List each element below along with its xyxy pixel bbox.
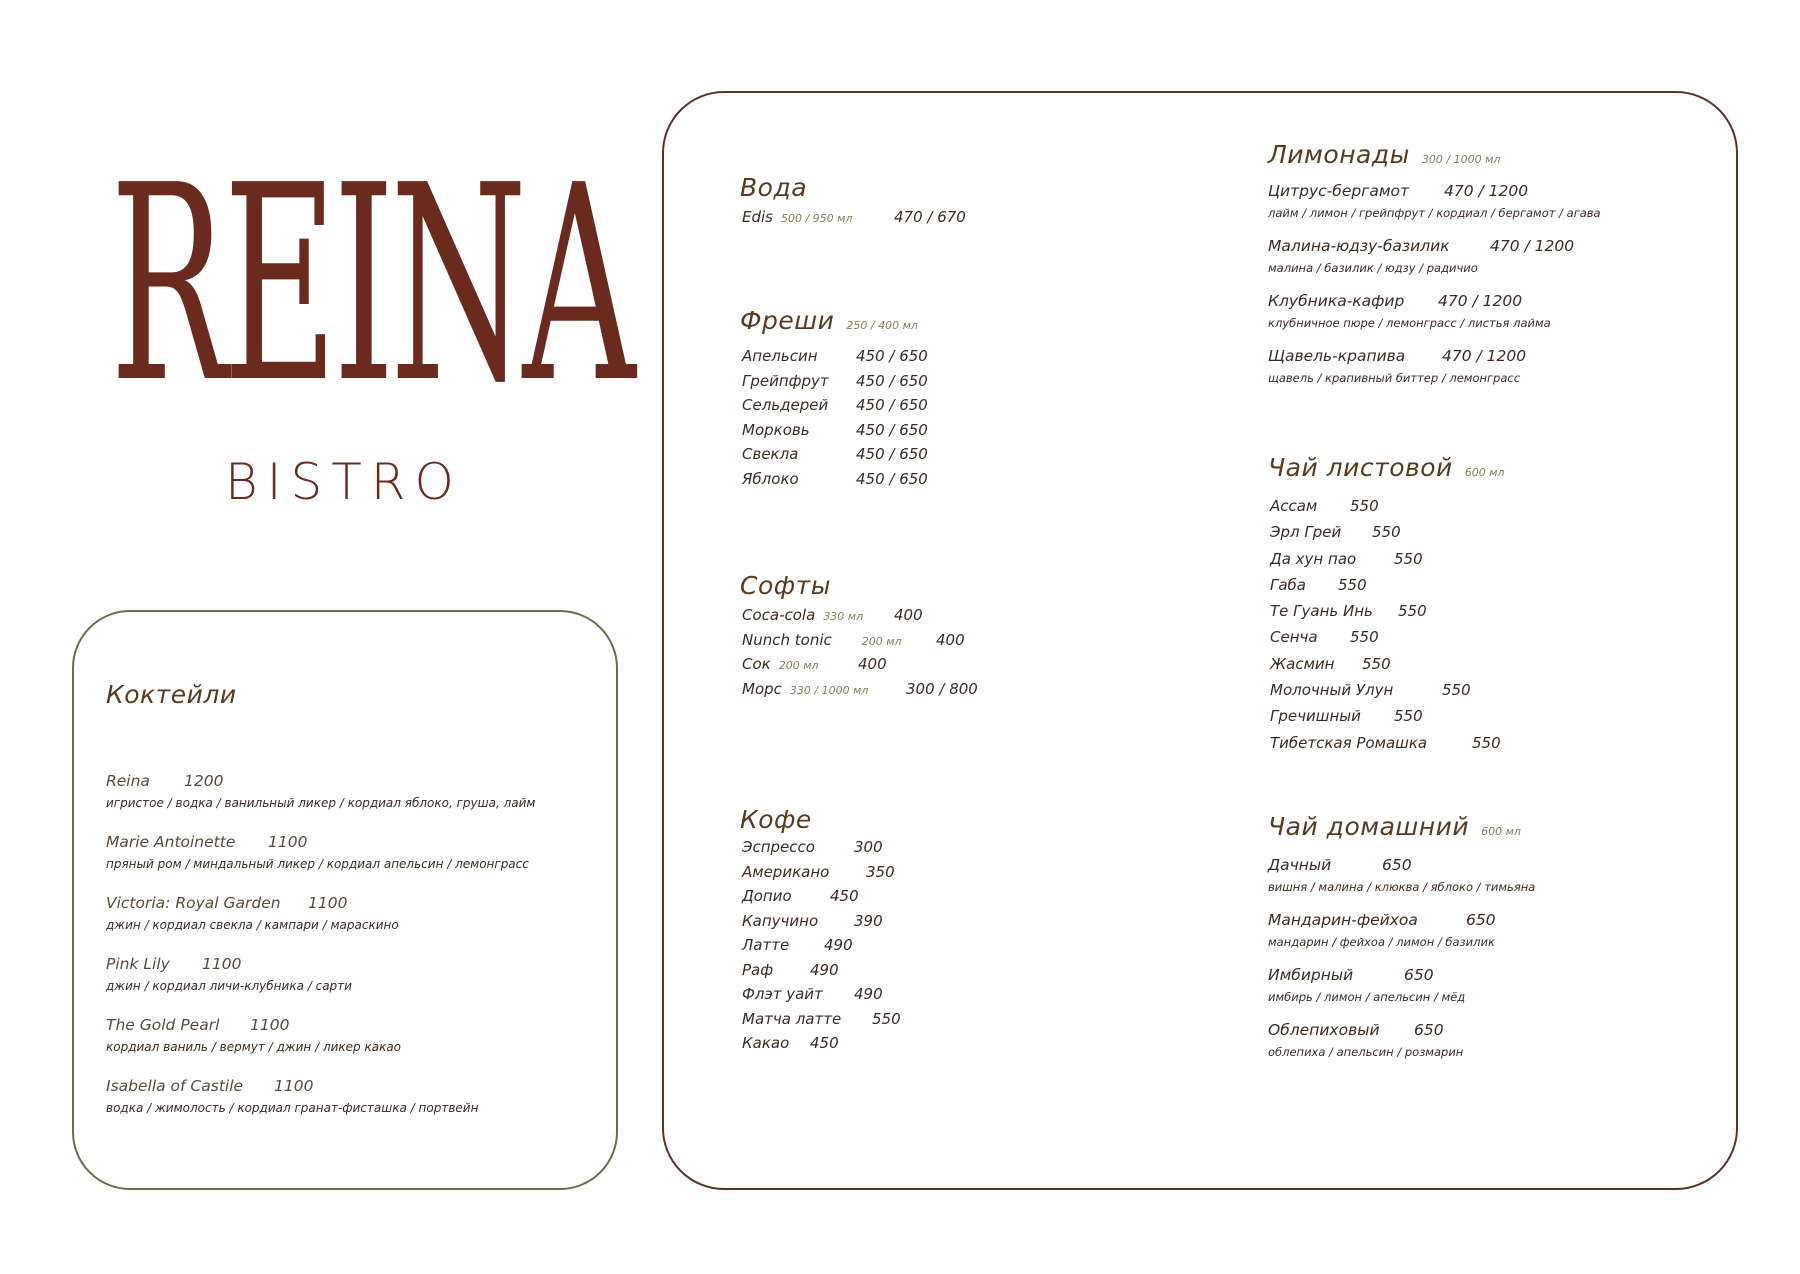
- item-name: Victoria: Royal Garden: [106, 894, 281, 912]
- item-volume: 500 / 950 мл: [780, 212, 853, 225]
- menu-item: [106, 1073, 606, 1134]
- menu-item: [1268, 288, 1708, 343]
- item-volume: 330 / 1000 мл: [789, 683, 869, 697]
- item-description: лайм / лимон / грейпфрут / кордиал / бергамот / агава: [1268, 206, 1601, 220]
- cocktails-panel: [72, 610, 618, 1190]
- menu-row: [1268, 493, 1708, 519]
- item-price: 450 / 650: [856, 469, 928, 488]
- item-price: 390: [854, 911, 883, 930]
- logo: [110, 127, 632, 515]
- item-name: Грейпфрут: [742, 371, 829, 390]
- item-price: 400: [936, 630, 965, 649]
- item-price: 450: [830, 887, 859, 905]
- item-name: Гречишный: [1270, 707, 1361, 726]
- item-name: Reina: [106, 772, 150, 790]
- item-name: Яблоко: [742, 469, 799, 488]
- item-price: 550: [1398, 602, 1427, 621]
- section-volume: 250 / 400 мл: [846, 319, 918, 332]
- item-price: 650: [1414, 1021, 1444, 1039]
- item-price: 1100: [268, 833, 308, 851]
- item-name: Цитрус-бергамот: [1268, 182, 1410, 200]
- menu-row: [740, 982, 1160, 1007]
- item-description: кордиал ваниль / вермут / джин / ликер какао: [106, 1040, 402, 1054]
- menu-row: [740, 860, 1160, 885]
- item-price: 450 / 650: [856, 371, 928, 390]
- menu-item: [106, 890, 606, 951]
- item-name: Раф: [742, 960, 774, 979]
- item-name: Габа: [1270, 575, 1306, 594]
- item-name: Сок: [742, 655, 771, 673]
- item-price: 550: [1472, 733, 1501, 752]
- item-name: Isabella of Castile: [106, 1077, 244, 1095]
- menu-row: [1268, 598, 1708, 624]
- section-title: Лимонады: [1268, 140, 1410, 169]
- item-name: Сенча: [1270, 628, 1318, 647]
- softs-section: [740, 571, 1160, 701]
- section-title: Софты: [740, 571, 831, 600]
- item-price: 450 / 650: [856, 396, 928, 414]
- item-price: 490: [824, 936, 853, 954]
- item-description: водка / жимолость / кордиал гранат-фисташка / портвейн: [106, 1101, 479, 1115]
- menu-row: [740, 442, 1160, 467]
- item-price: 550: [1350, 497, 1379, 515]
- item-price: 450 / 650: [856, 347, 928, 365]
- item-name: Да хун пао: [1270, 549, 1357, 568]
- menu-row: [1268, 703, 1708, 729]
- item-name: Nunch tonic: [742, 630, 832, 649]
- item-name: Эрл Грей: [1270, 523, 1342, 542]
- logo-subtitle: BISTRO: [225, 453, 463, 511]
- section-title: Фреши: [740, 306, 835, 335]
- item-name: Мандарин-фейхоа: [1268, 911, 1418, 929]
- menu-item: [106, 1012, 606, 1073]
- item-price: 470 / 670: [894, 208, 966, 226]
- item-price: 1100: [202, 955, 242, 973]
- menu-row: [1268, 677, 1708, 703]
- menu-item: [1268, 233, 1708, 288]
- menu-item: [1268, 1017, 1708, 1072]
- item-name: Pink Lily: [106, 955, 170, 973]
- home-tea-section: [1268, 812, 1708, 1072]
- lemonades-section: [1268, 140, 1708, 398]
- item-price: 490: [810, 960, 839, 979]
- item-description: малина / базилик / юдзу / радичио: [1268, 261, 1478, 275]
- item-name: The Gold Pearl: [106, 1016, 220, 1034]
- item-price: 300: [854, 838, 883, 856]
- item-name: Клубника-кафир: [1268, 292, 1405, 310]
- item-price: 650: [1404, 966, 1434, 984]
- item-price: 470 / 1200: [1444, 182, 1529, 200]
- item-price: 550: [1338, 575, 1367, 594]
- menu-item: [106, 829, 606, 890]
- menu-row: [1268, 730, 1708, 756]
- item-price: 400: [894, 606, 923, 624]
- menu-row: [740, 1031, 1160, 1056]
- item-name: Те Гуань Инь: [1270, 602, 1373, 621]
- item-price: 1100: [250, 1016, 290, 1034]
- menu-row: [740, 205, 1160, 230]
- item-name: Апельсин: [742, 347, 818, 365]
- menu-row: [740, 418, 1160, 443]
- item-name: Матча латте: [742, 1009, 842, 1028]
- item-price: 450 / 650: [856, 445, 928, 463]
- item-price: 470 / 1200: [1438, 292, 1523, 310]
- menu-row: [740, 884, 1160, 909]
- item-price: 650: [1466, 911, 1496, 929]
- item-price: 550: [1350, 628, 1379, 647]
- item-name: Сельдерей: [742, 396, 829, 414]
- item-name: Жасмин: [1270, 654, 1335, 673]
- menu-row: [1268, 624, 1708, 650]
- item-description: игристое / водка / ванильный ликер / кордиал яблоко, груша, лайм: [106, 796, 536, 810]
- item-name: Coca-cola: [742, 606, 816, 624]
- cocktails-list: [106, 768, 606, 1134]
- menu-row: [740, 652, 1160, 677]
- menu-item: [106, 951, 606, 1012]
- menu-row: [740, 369, 1160, 394]
- menu-row: [740, 344, 1160, 369]
- item-name: Щавель-крапива: [1268, 347, 1406, 365]
- section-title: Чай домашний: [1268, 812, 1470, 841]
- item-name: Какао: [742, 1034, 790, 1052]
- item-description: облепиха / апельсин / розмарин: [1268, 1045, 1464, 1059]
- item-price: 470 / 1200: [1442, 347, 1527, 365]
- item-name: Флэт уайт: [742, 985, 823, 1003]
- item-price: 1100: [308, 894, 348, 912]
- item-name: Облепиховый: [1268, 1021, 1380, 1039]
- menu-row: [740, 628, 1160, 653]
- item-name: Латте: [742, 936, 790, 954]
- item-price: 550: [1394, 549, 1423, 568]
- item-name: Морс: [742, 679, 782, 698]
- menu-item: [1268, 962, 1708, 1017]
- section-title: Чай листовой: [1268, 453, 1453, 482]
- item-price: 350: [866, 862, 895, 881]
- menu-row: [740, 933, 1160, 958]
- menu-item: [1268, 907, 1708, 962]
- item-description: джин / кордиал личи-клубника / сарти: [106, 979, 352, 993]
- menu-item: [106, 768, 606, 829]
- item-name: Свекла: [742, 445, 799, 463]
- item-volume: 200 мл: [778, 659, 819, 672]
- main-menu-panel: [662, 91, 1738, 1190]
- section-volume: 600 мл: [1481, 825, 1521, 838]
- menu-row: [740, 467, 1160, 492]
- item-name: Молочный Улун: [1270, 681, 1394, 700]
- item-description: джин / кордиал свекла / кампари / мараскино: [106, 918, 399, 932]
- leaf-tea-section: [1268, 453, 1708, 756]
- menu-row: [740, 835, 1160, 860]
- item-name: Малина-юдзу-базилик: [1268, 237, 1450, 255]
- menu-item: [1268, 178, 1708, 233]
- coffee-section: [740, 805, 1160, 1056]
- item-description: мандарин / фейхоа / лимон / базилик: [1268, 935, 1495, 949]
- menu-row: [1268, 572, 1708, 598]
- menu-row: [740, 1007, 1160, 1032]
- menu-row: [1268, 519, 1708, 545]
- item-price: 550: [1442, 681, 1471, 700]
- menu-item: [1268, 343, 1708, 398]
- menu-row: [740, 677, 1160, 702]
- menu-row: [740, 909, 1160, 934]
- section-volume: 300 / 1000 мл: [1421, 153, 1501, 166]
- fresh-section: [740, 306, 1160, 491]
- item-price: 1100: [274, 1077, 314, 1095]
- item-price: 300 / 800: [906, 679, 978, 698]
- item-description: вишня / малина / клюква / яблоко / тимьяна: [1268, 880, 1536, 894]
- item-volume: 330 мл: [823, 610, 864, 623]
- item-name: Marie Antoinette: [106, 833, 236, 851]
- item-name: Морковь: [742, 420, 810, 439]
- item-price: 490: [854, 985, 883, 1003]
- menu-row: [1268, 651, 1708, 677]
- item-volume: 200 мл: [861, 634, 902, 648]
- item-price: 450 / 650: [856, 420, 928, 439]
- menu-row: [740, 958, 1160, 983]
- item-description: клубничное пюре / лемонграсс / листья лайма: [1268, 316, 1551, 330]
- item-price: 550: [1394, 707, 1423, 726]
- item-price: 550: [872, 1009, 901, 1028]
- menu-row: [1268, 546, 1708, 572]
- item-price: 550: [1372, 523, 1401, 542]
- section-title: Коктейли: [106, 680, 237, 709]
- menu-item: [1268, 852, 1708, 907]
- menu-row: [740, 603, 1160, 628]
- section-title: Кофе: [740, 805, 812, 834]
- logo-wordmark: REINA: [110, 127, 632, 442]
- item-name: Edis: [742, 208, 773, 226]
- water-section: [740, 173, 1160, 230]
- item-name: Американо: [742, 862, 830, 881]
- item-price: 650: [1382, 856, 1412, 874]
- menu-row: [740, 393, 1160, 418]
- item-price: 400: [858, 655, 887, 673]
- item-description: имбирь / лимон / апельсин / мёд: [1268, 990, 1466, 1004]
- cocktails-section: [106, 680, 237, 710]
- item-name: Дачный: [1268, 856, 1332, 874]
- item-name: Капучино: [742, 911, 819, 930]
- section-title: Вода: [740, 173, 808, 202]
- item-price: 450: [810, 1034, 839, 1052]
- item-name: Тибетская Ромашка: [1270, 733, 1428, 752]
- item-name: Имбирный: [1268, 966, 1354, 984]
- item-price: 550: [1362, 654, 1391, 673]
- item-description: щавель / крапивный биттер / лемонграсс: [1268, 371, 1521, 385]
- item-price: 1200: [184, 772, 224, 790]
- item-name: Эспрессо: [742, 838, 815, 856]
- item-description: пряный ром / миндальный ликер / кордиал апельсин / лемонграсс: [106, 857, 529, 871]
- item-price: 470 / 1200: [1490, 237, 1575, 255]
- section-volume: 600 мл: [1464, 466, 1505, 479]
- item-name: Допио: [742, 887, 792, 905]
- item-name: Ассам: [1270, 497, 1318, 515]
